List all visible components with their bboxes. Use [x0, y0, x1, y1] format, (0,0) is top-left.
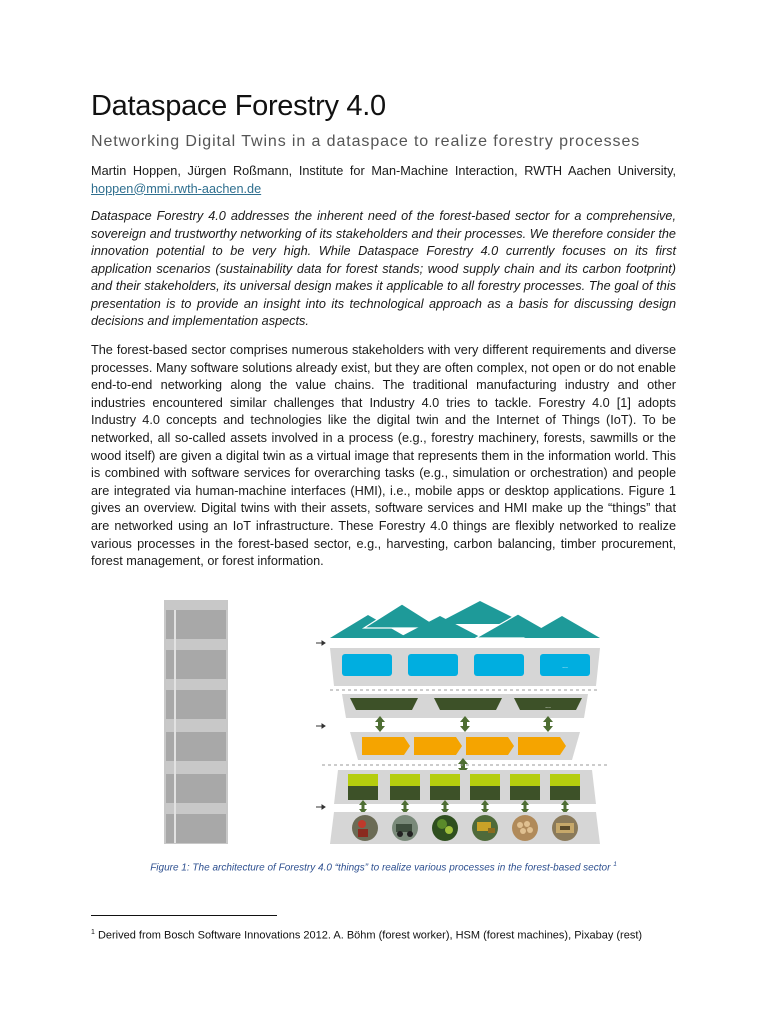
process-chevron: [466, 737, 514, 755]
digital-twin: [348, 774, 378, 800]
author-email-link[interactable]: hoppen@mmi.rwth-aachen.de: [91, 181, 262, 196]
layer-pointer-arrows: [316, 641, 325, 809]
double-arrow: [375, 716, 385, 732]
process-chevron: [414, 737, 462, 755]
abstract-paragraph: Dataspace Forestry 4.0 addresses the inherent need of the forest-based sector for a comprehensive, sovereign and trustworthy networking of its stakeholders and their processes. We therefore consider the innovation potential to be very high. While Dataspace Forestry 4.0 currently focuses on its first application scenarios (sustainability data for forest stands; wood supply chain and its carbon footprint) and their stakeholders, its universal design makes it applicable to all forestry processes. The goal of this presentation is to provide an insight into its technological approach as a basis for discussing design decisions and implementation aspects.: [91, 209, 676, 328]
timber-pile-photo: [512, 815, 538, 841]
digital-twin: [470, 774, 500, 800]
footnote-rule: [91, 915, 277, 916]
process-chevron: [362, 737, 410, 755]
body-paragraph: The forest-based sector comprises numerous stakeholders with very different requirements and diverse processes. Many software solutions already exist, but they are often complex, not open or do not enable end-to-end networking along the value chains. The traditional manufacturing industry and other industries encountered similar challenges that Industry 4.0 tries to tackle. Forestry 4.0 [1] adopts Industry 4.0 concepts and technologies like the digital twin and the Internet of Things (IoT). To be networked, all so-called assets involved in a process (e.g., forestry machinery, forests, sawmills or the wood itself) are given a digital twin as a virtual image that represents them in the information world. This is combined with software services for overarching tasks (e.g., simulation or orchestration) and people are integrated via human-machine interfaces (HMI), i.e., mobile apps or desktop applications. Figure 1 gives an overview. Digital twins with their assets, software services and HMI make up the “things” that are networked using an IoT infrastructure. These Forestry 4.0 things are flexibly networked to realize various processes in the forest-based sector, e.g., harvesting, carbon balancing, timber procurement, forest management, or forest information.: [91, 343, 676, 569]
caption-text: Figure 1: The architecture of Forestry 4.0 “things” to realize various processes in the forest-based sector: [150, 862, 611, 874]
hmi-box: [342, 654, 392, 676]
process-chevron: [518, 737, 566, 755]
forest-machine-photo: [392, 815, 418, 841]
process-mountains: [330, 601, 600, 638]
harvester-photo: [472, 815, 498, 841]
footnote: [91, 925, 676, 944]
footnote-marker: 1: [91, 929, 95, 936]
double-arrow: [460, 716, 470, 732]
author-line: [91, 163, 676, 198]
figure-caption: [91, 861, 676, 873]
author-names: Martin Hoppen, Jürgen Roßmann, Institute for Man-Machine Interaction, RWTH Aachen University,: [91, 164, 676, 178]
service-blocks: [350, 698, 582, 710]
hmi-ellipsis: ...: [562, 663, 568, 670]
digital-twin: [550, 774, 580, 800]
service-ellipsis: ...: [545, 703, 551, 710]
page-title: Dataspace Forestry 4.0: [91, 90, 386, 122]
hmi-box: [474, 654, 524, 676]
service-process-arrows: [375, 716, 553, 732]
caption-footnote-marker: 1: [613, 861, 617, 868]
service-block: [434, 698, 502, 710]
page-subtitle: Networking Digital Twins in a dataspace to realize forestry processes: [91, 133, 641, 150]
sawmill-photo: [552, 815, 578, 841]
hmi-box: [408, 654, 458, 676]
forest-stand-photo: [432, 815, 458, 841]
footnote-text: Derived from Bosch Software Innovations 2012. A. Böhm (forest worker), HSM (forest machines), Pixabay (rest): [94, 929, 643, 942]
digital-twin: [390, 774, 420, 800]
service-block: [350, 698, 418, 710]
double-arrow: [543, 716, 553, 732]
digital-twin: [510, 774, 540, 800]
digital-twin: [430, 774, 460, 800]
architecture-figure: [0, 598, 768, 850]
forest-worker-photo: [352, 815, 378, 841]
